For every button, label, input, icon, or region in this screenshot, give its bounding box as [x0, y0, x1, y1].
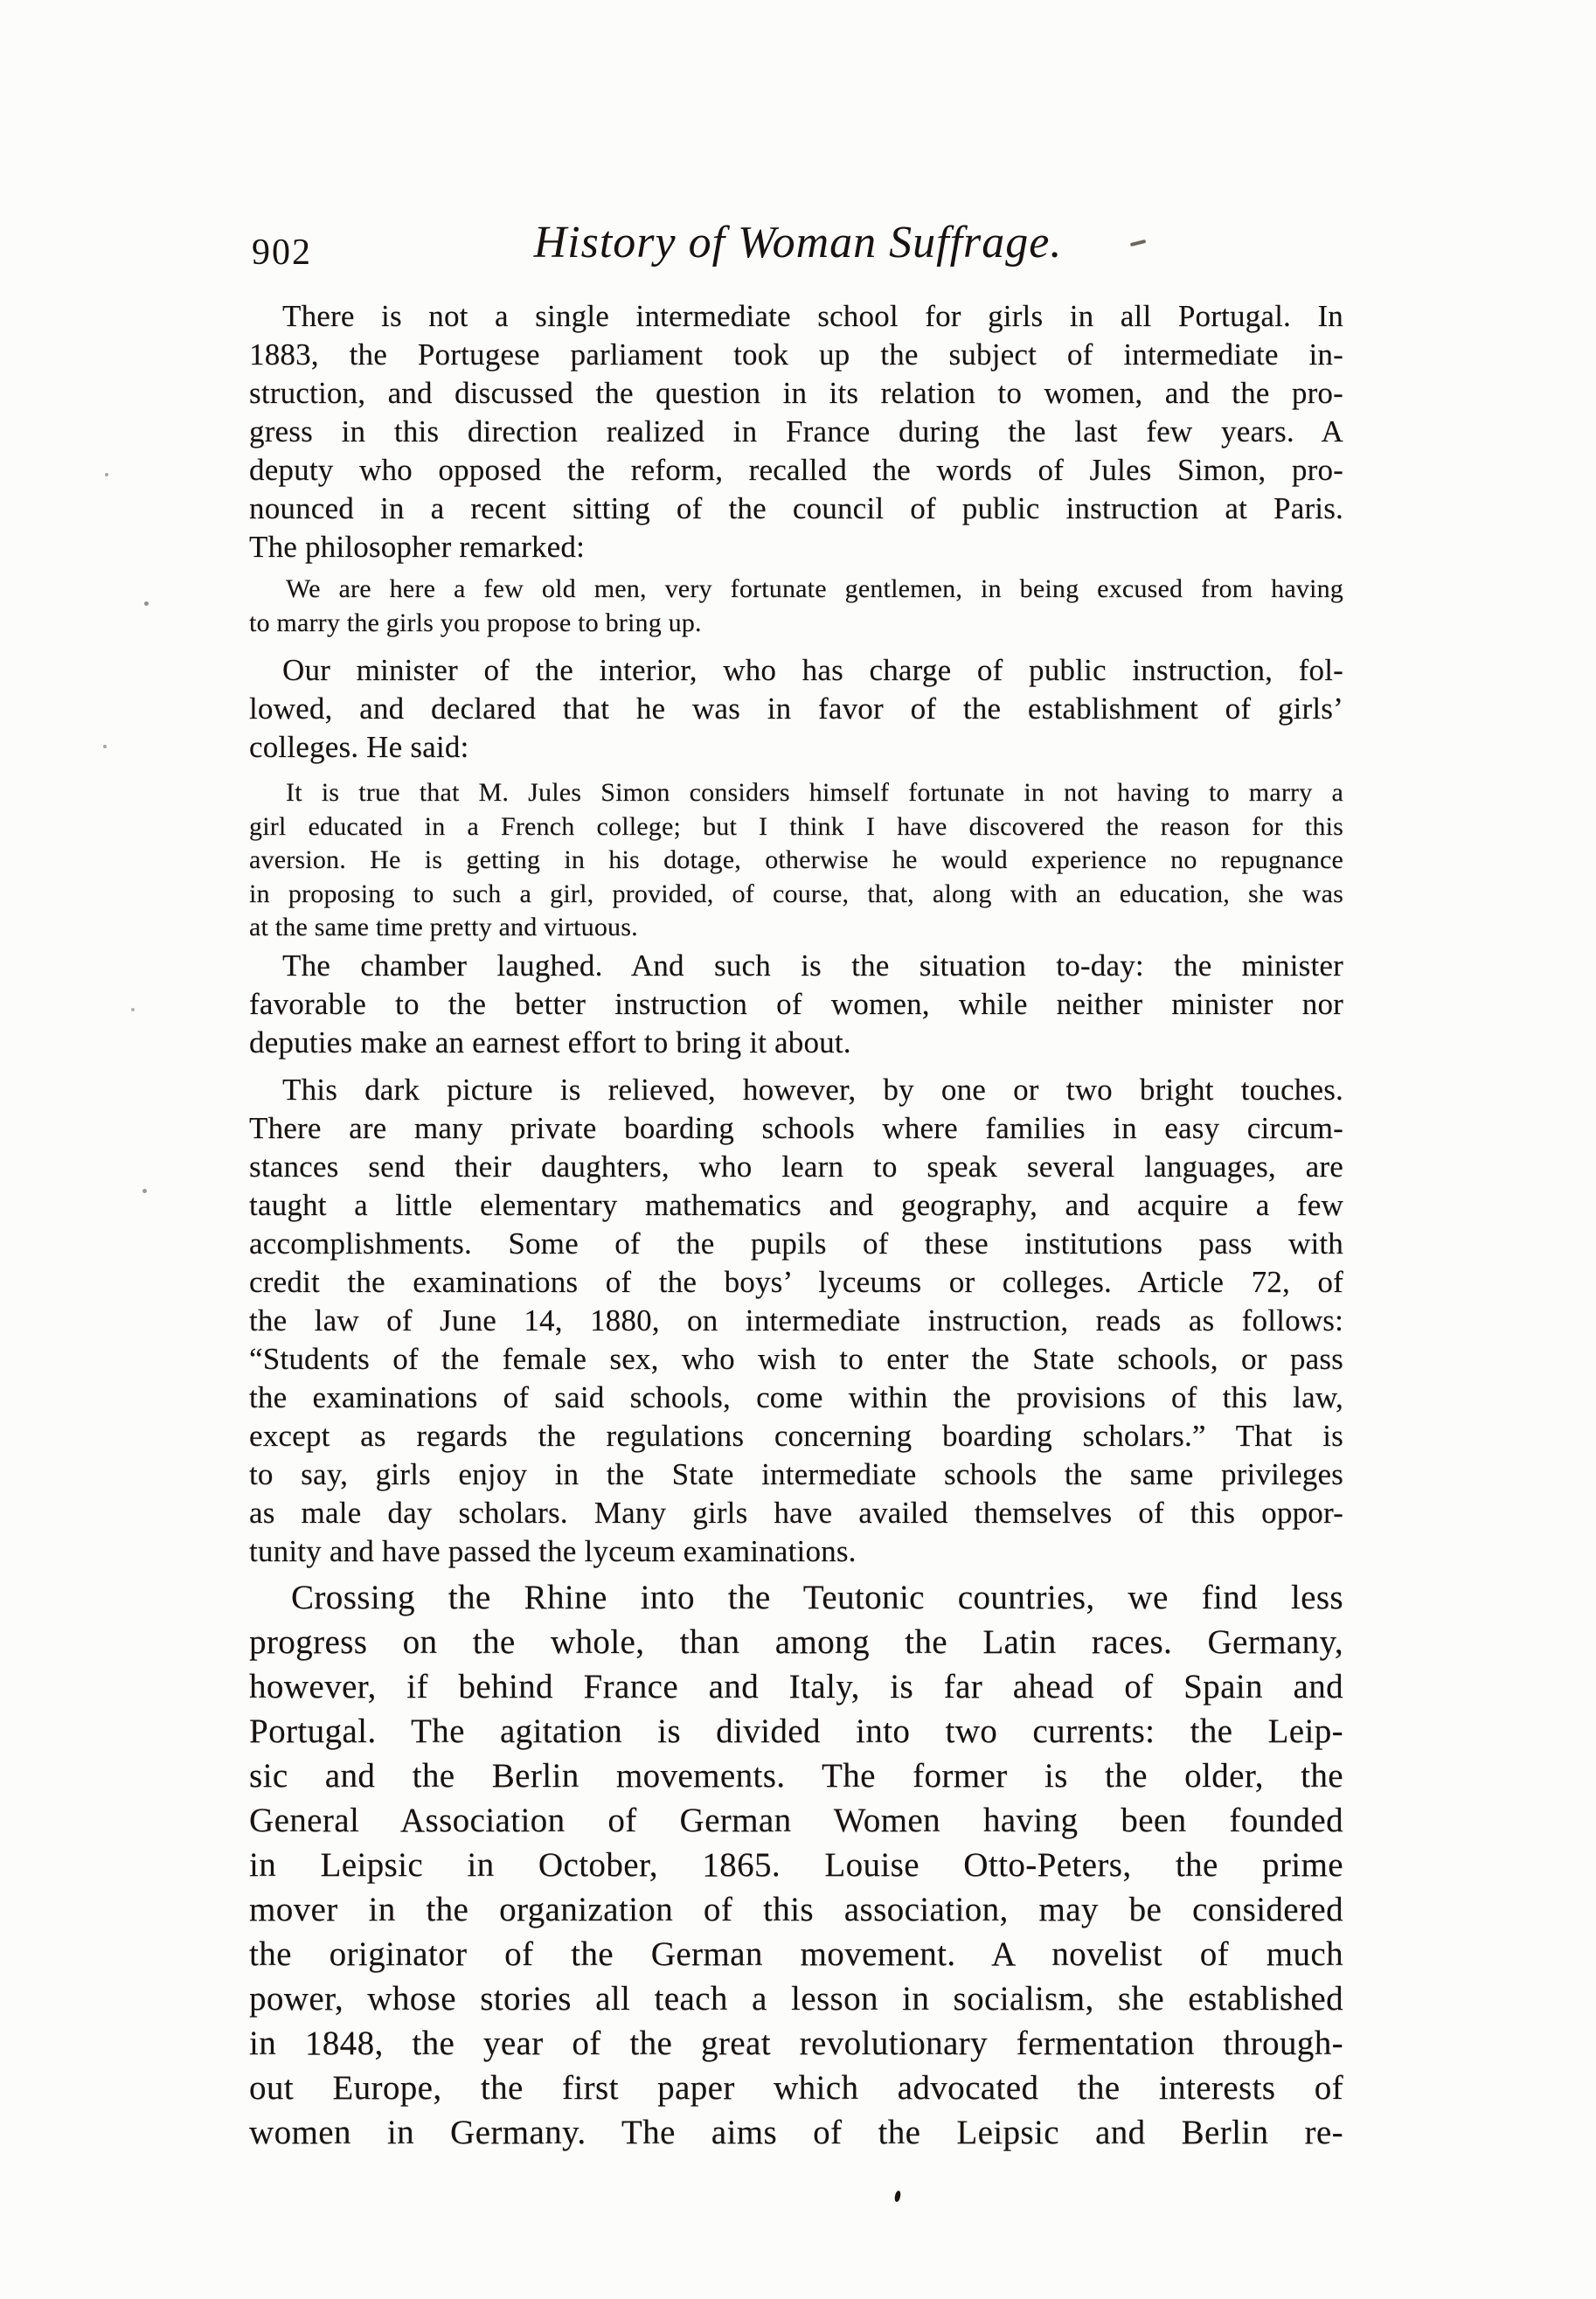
text-line: however, if behind France and Italy, is far ahead of Spain and: [249, 1667, 1343, 1705]
text-line: stances send their daughters, who learn to speak several languages, are: [249, 1149, 1343, 1184]
text-line: General Association of German Women having been founded: [249, 1801, 1343, 1839]
text-line: We are here a few old men, very fortunate gentlemen, in being excused from having: [286, 574, 1343, 603]
text-line: There are many private boarding schools where families in easy circum-: [249, 1110, 1343, 1145]
text-line: The chamber laughed. And such is the situation to-day: the minister: [282, 948, 1343, 983]
text-line: “Students of the female sex, who wish to enter the State schools, or pass: [249, 1341, 1343, 1376]
running-title: History of Woman Suffrage.: [533, 218, 1063, 267]
text-line: Crossing the Rhine into the Teutonic countries, we find less: [291, 1578, 1343, 1616]
quote-2: [249, 776, 1343, 945]
text-line: progress on the whole, than among the Latin races. Germany,: [249, 1622, 1343, 1661]
text-line: deputies make an earnest effort to bring it about.: [249, 1024, 851, 1059]
paragraph-2: [249, 651, 1343, 767]
text-line: to say, girls enjoy in the State intermediate schools the same privileges: [249, 1456, 1343, 1491]
text-line: girl educated in a French college; but I think I have discovered the reason for this: [249, 811, 1343, 841]
scan-speck: [105, 473, 108, 476]
text-line: nounced in a recent sitting of the council of public instruction at Paris.: [249, 491, 1343, 525]
text-line: lowed, and declared that he was in favor of the establishment of girls’: [249, 691, 1343, 726]
text-line: struction, and discussed the question in its relation to women, and the pro-: [249, 376, 1343, 410]
scan-speck: [103, 745, 107, 748]
paragraph-4: [249, 1071, 1343, 1571]
text-line: women in Germany. The aims of the Leipsic and Berlin re-: [249, 2113, 1343, 2151]
text-line: in proposing to such a girl, provided, of course, that, along with an education, she was: [249, 879, 1343, 908]
text-line: It is true that M. Jules Simon considers himself fortunate in not having to marry a: [286, 778, 1343, 807]
text-line: accomplishments. Some of the pupils of these institutions pass with: [249, 1226, 1343, 1261]
text-line: as male day scholars. Many girls have availed themselves of this oppor-: [249, 1495, 1343, 1530]
text-line: The philosopher remarked:: [249, 530, 586, 564]
text-line: sic and the Berlin movements. The former is the older, the: [249, 1756, 1343, 1795]
text-line: 1883, the Portugese parliament took up the subject of intermediate in-: [249, 337, 1343, 372]
text-line: There is not a single intermediate school for girls in all Portugal. In: [282, 299, 1343, 333]
text-line: deputy who opposed the reform, recalled the words of Jules Simon, pro-: [249, 453, 1343, 487]
text-line: gress in this direction realized in France during the last few years. A: [249, 414, 1343, 448]
quote-1: [249, 573, 1343, 640]
scan-speck: [142, 1189, 147, 1193]
text-line: at the same time pretty and virtuous.: [249, 913, 638, 941]
scan-speck: [144, 601, 149, 606]
text-line: power, whose stories all teach a lesson in socialism, she established: [249, 1979, 1343, 2018]
scan-speck: [894, 2191, 902, 2203]
paragraph-5: [249, 1575, 1343, 2155]
page-number: 902: [252, 233, 312, 273]
scan-speck: [131, 1008, 135, 1011]
text-line: to marry the girls you propose to bring up.: [249, 608, 702, 637]
text-line: except as regards the regulations concerning boarding scholars.” That is: [249, 1418, 1343, 1453]
text-line: the originator of the German movement. A novelist of much: [249, 1934, 1343, 1973]
text-line: taught a little elementary mathematics and geography, and acquire a few: [249, 1187, 1343, 1222]
paragraph-1: [249, 297, 1343, 566]
text-line: in 1848, the year of the great revolutionary fermentation through-: [249, 2024, 1343, 2062]
text-line: in Leipsic in October, 1865. Louise Otto-Peters, the prime: [249, 1845, 1343, 1884]
text-line: favorable to the better instruction of women, while neither minister nor: [249, 986, 1343, 1021]
text-line: the law of June 14, 1880, on intermediate instruction, reads as follows:: [249, 1302, 1343, 1337]
text-line: credit the examinations of the boys’ lyceums or colleges. Article 72, of: [249, 1264, 1343, 1299]
text-line: tunity and have passed the lyceum examinations.: [249, 1533, 857, 1568]
text-line: the examinations of said schools, come within the provisions of this law,: [249, 1379, 1343, 1414]
text-line: out Europe, the first paper which advocated the interests of: [249, 2068, 1343, 2107]
text-line: mover in the organization of this association, may be considered: [249, 1890, 1343, 1928]
text-line: This dark picture is relieved, however, by one or two bright touches.: [282, 1072, 1343, 1107]
text-column: [249, 0, 1343, 2155]
text-line: colleges. He said:: [249, 730, 469, 764]
text-line: Portugal. The agitation is divided into two currents: the Leip-: [249, 1712, 1343, 1750]
text-line: Our minister of the interior, who has charge of public instruction, fol-: [282, 653, 1343, 687]
paragraph-3: [249, 947, 1343, 1062]
text-line: aversion. He is getting in his dotage, otherwise he would experience no repugnance: [249, 845, 1343, 874]
